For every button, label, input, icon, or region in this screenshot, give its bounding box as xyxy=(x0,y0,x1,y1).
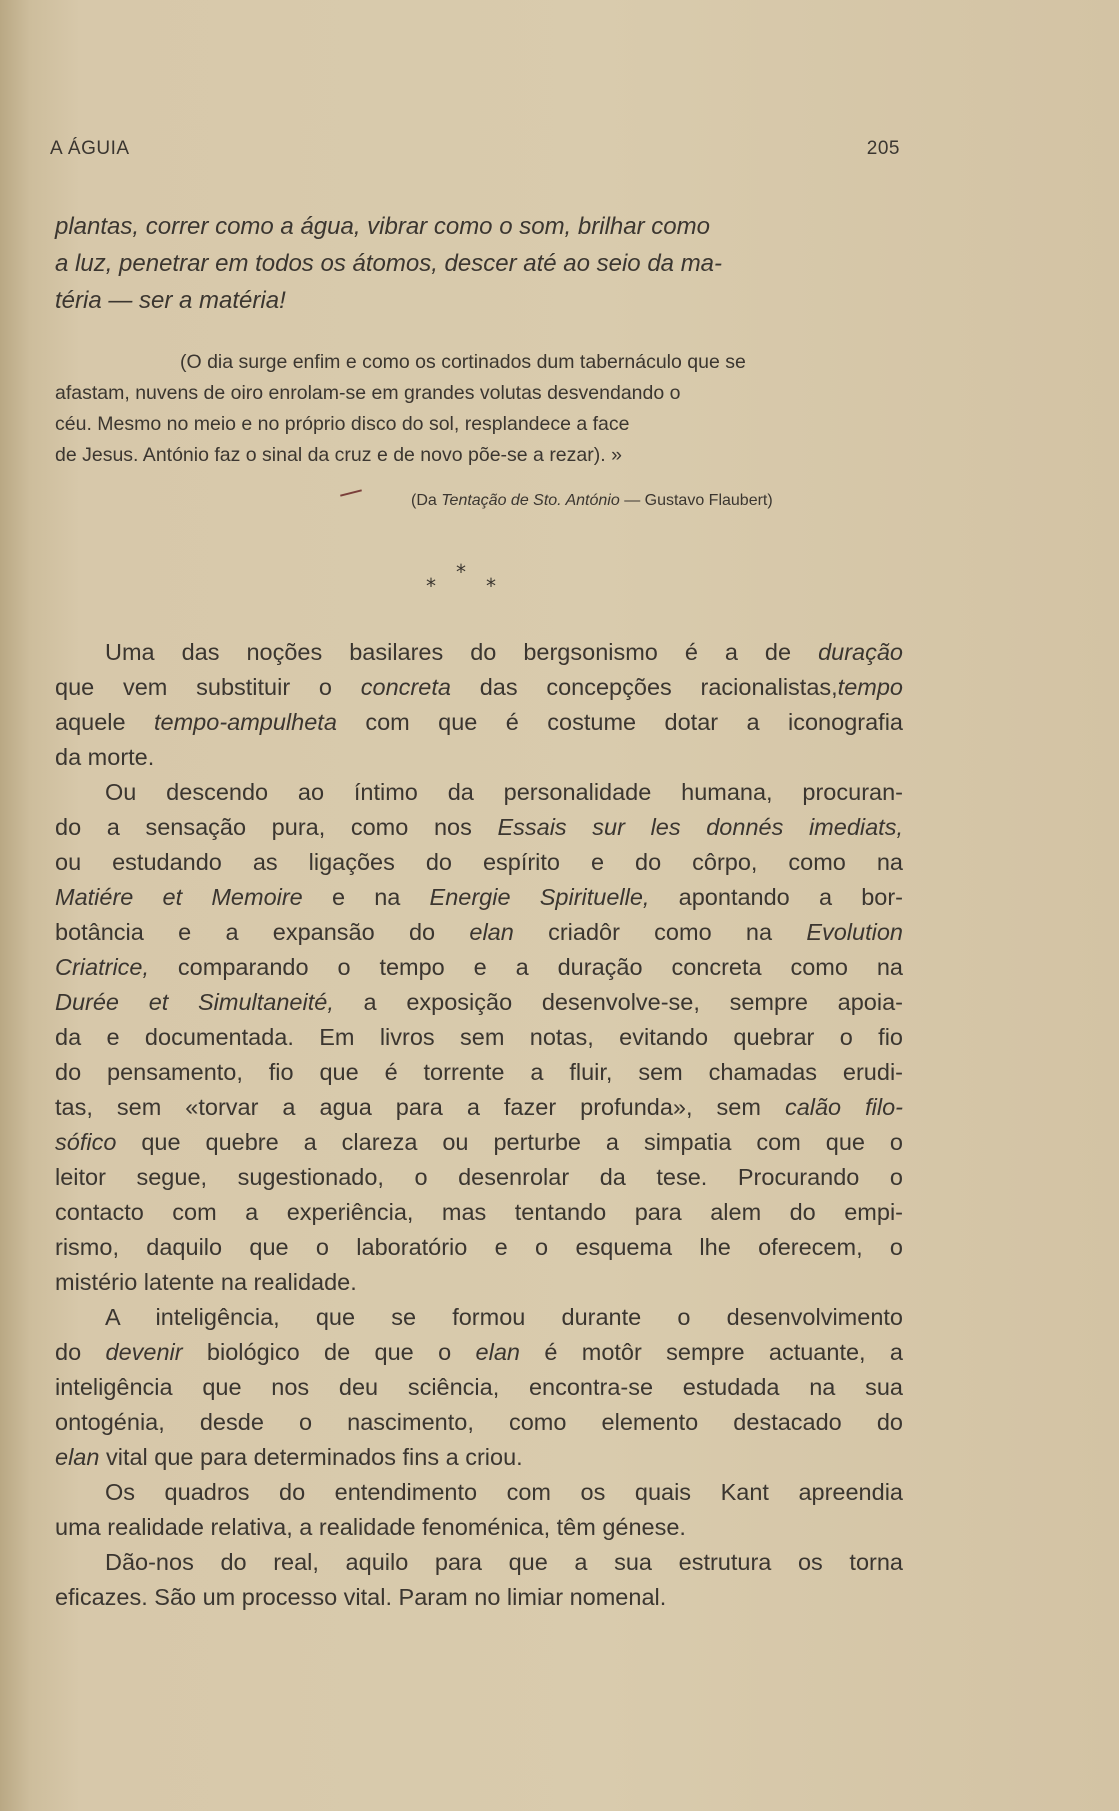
italic-run: Energie Spirituelle, xyxy=(429,884,650,910)
text-run: Ou descendo ao íntimo da personalidade humana, procuran- xyxy=(105,779,903,805)
italic-run: sófico xyxy=(55,1129,117,1155)
text-run: eficazes. São um processo vital. Param no limiar nomenal. xyxy=(55,1584,667,1610)
body-line xyxy=(55,1195,903,1230)
body-line xyxy=(55,635,903,670)
verse-passage xyxy=(55,208,903,319)
body-line xyxy=(55,1125,903,1160)
text-run: ontogénia, desde o nascimento, como elemento destacado do xyxy=(55,1409,903,1435)
italic-run: devenir xyxy=(105,1339,183,1365)
quoted-passage xyxy=(55,347,903,471)
text-run: leitor segue, sugestionado, o desenrolar da tese. Procurando o xyxy=(55,1164,903,1190)
body-line xyxy=(55,1020,903,1055)
italic-run: Evolution xyxy=(806,919,903,945)
separator-star: * xyxy=(456,560,466,584)
body-line xyxy=(55,1230,903,1265)
italic-run: Durée et Simultaneité, xyxy=(55,989,334,1015)
text-run: da e documentada. Em livros sem notas, evitando quebrar o fio xyxy=(55,1024,903,1050)
running-title: A ÁGUIA xyxy=(50,138,130,159)
text-run: comparando o tempo e a duração concreta como na xyxy=(149,954,903,980)
body-line xyxy=(55,1265,903,1300)
text-run: A inteligência, que se formou durante o desenvolvimento xyxy=(105,1304,903,1330)
body-line xyxy=(55,1510,903,1545)
text-run: a exposição desenvolve-se, sempre apoia- xyxy=(333,989,903,1015)
section-separator xyxy=(420,560,510,600)
quote-line: céu. Mesmo no meio e no próprio disco do sol, resplandece a face xyxy=(55,413,630,435)
body-line xyxy=(55,880,903,915)
body-line xyxy=(55,950,903,985)
text-run: e na xyxy=(302,884,430,910)
italic-run: concreta xyxy=(360,674,451,700)
body-line xyxy=(55,1335,903,1370)
text-run: botância e a expansão do xyxy=(55,919,470,945)
text-run: tas, sem «torvar a agua para a fazer profunda», sem xyxy=(55,1094,785,1120)
body-line xyxy=(55,985,903,1020)
italic-run: Criatrice, xyxy=(55,954,150,980)
text-run: apontando a bor- xyxy=(649,884,903,910)
separator-star: * xyxy=(426,574,436,598)
body-line xyxy=(55,1545,903,1580)
body-line xyxy=(55,1055,903,1090)
body-line xyxy=(55,1370,903,1405)
page-number: 205 xyxy=(866,138,900,159)
text-run: do xyxy=(55,1339,106,1365)
body-line xyxy=(55,1475,903,1510)
text-run: do pensamento, fio que é torrente a fluir, sem chamadas erudi- xyxy=(55,1059,903,1085)
text-run: Dão-nos do real, aquilo para que a sua estrutura os torna xyxy=(105,1549,903,1575)
text-run: do a sensação pura, como nos xyxy=(55,814,498,840)
separator-star: * xyxy=(486,574,496,598)
pencil-mark xyxy=(340,489,362,496)
text-run: com que é costume dotar a iconografia xyxy=(336,709,903,735)
text-run: ou estudando as ligações do espírito e do côrpo, como na xyxy=(55,849,903,875)
quote-line: de Jesus. António faz o sinal da cruz e de novo põe-se a rezar). » xyxy=(55,444,622,466)
text-run: criadôr como na xyxy=(513,919,807,945)
italic-run: duração xyxy=(818,639,903,665)
quote-line: afastam, nuvens de oiro enrolam-se em grandes volutas desvendando o xyxy=(55,382,681,404)
text-run: inteligência que nos deu sciência, encontra-se estudada na sua xyxy=(55,1374,903,1400)
body-text xyxy=(55,635,903,1615)
text-run: das concepções racionalistas, xyxy=(450,674,838,700)
body-line xyxy=(55,1405,903,1440)
body-line xyxy=(55,1580,903,1615)
citation xyxy=(411,492,773,510)
italic-run: tempo xyxy=(837,674,903,700)
text-run: aquele xyxy=(55,709,154,735)
verse-line: téria — ser a matéria! xyxy=(55,287,286,314)
body-line xyxy=(55,1440,903,1475)
text-run: que vem substituir o xyxy=(55,674,361,700)
text-run: vital que para determinados fins a criou. xyxy=(99,1444,523,1470)
italic-run: Essais sur les donnés imediats, xyxy=(497,814,903,840)
italic-run: Matiére et Memoire xyxy=(55,884,303,910)
body-line xyxy=(55,810,903,845)
text-run: Os quadros do entendimento com os quais Kant apreendia xyxy=(105,1479,903,1505)
verse-line: a luz, penetrar em todos os átomos, descer até ao seio da ma- xyxy=(55,250,723,277)
citation-author: — Gustavo Flaubert) xyxy=(619,492,773,509)
body-line xyxy=(55,1090,903,1125)
quote-line: (O dia surge enfim e como os cortinados dum tabernáculo que se xyxy=(180,351,746,373)
text-run: rismo, daquilo que o laboratório e o esquema lhe oferecem, o xyxy=(55,1234,903,1260)
text-run: é motôr sempre actuante, a xyxy=(519,1339,903,1365)
text-run: contacto com a experiência, mas tentando para alem do empi- xyxy=(55,1199,903,1225)
italic-run: elan xyxy=(475,1339,520,1365)
text-run: uma realidade relativa, a realidade fenoménica, têm génese. xyxy=(55,1514,686,1540)
italic-run: elan xyxy=(55,1444,100,1470)
verse-line: plantas, correr como a água, vibrar como o som, brilhar como xyxy=(55,213,710,240)
citation-title: Tentação de Sto. António xyxy=(441,492,620,509)
citation-open: (Da xyxy=(411,492,442,509)
body-line xyxy=(55,915,903,950)
text-run: mistério latente na realidade. xyxy=(55,1269,357,1295)
body-line xyxy=(55,670,903,705)
body-line xyxy=(55,705,903,740)
text-run: biológico de que o xyxy=(182,1339,476,1365)
body-line xyxy=(55,775,903,810)
italic-run: calão filo- xyxy=(784,1094,903,1120)
italic-run: tempo-ampulheta xyxy=(154,709,337,735)
body-line xyxy=(55,845,903,880)
italic-run: elan xyxy=(469,919,514,945)
body-line xyxy=(55,1160,903,1195)
text-run: que quebre a clareza ou perturbe a simpatia com que o xyxy=(116,1129,903,1155)
body-line xyxy=(55,1300,903,1335)
page-header xyxy=(50,138,900,168)
text-run: da morte. xyxy=(55,744,155,770)
text-run: Uma das noções basilares do bergsonismo é a de xyxy=(105,639,819,665)
body-line xyxy=(55,740,903,775)
